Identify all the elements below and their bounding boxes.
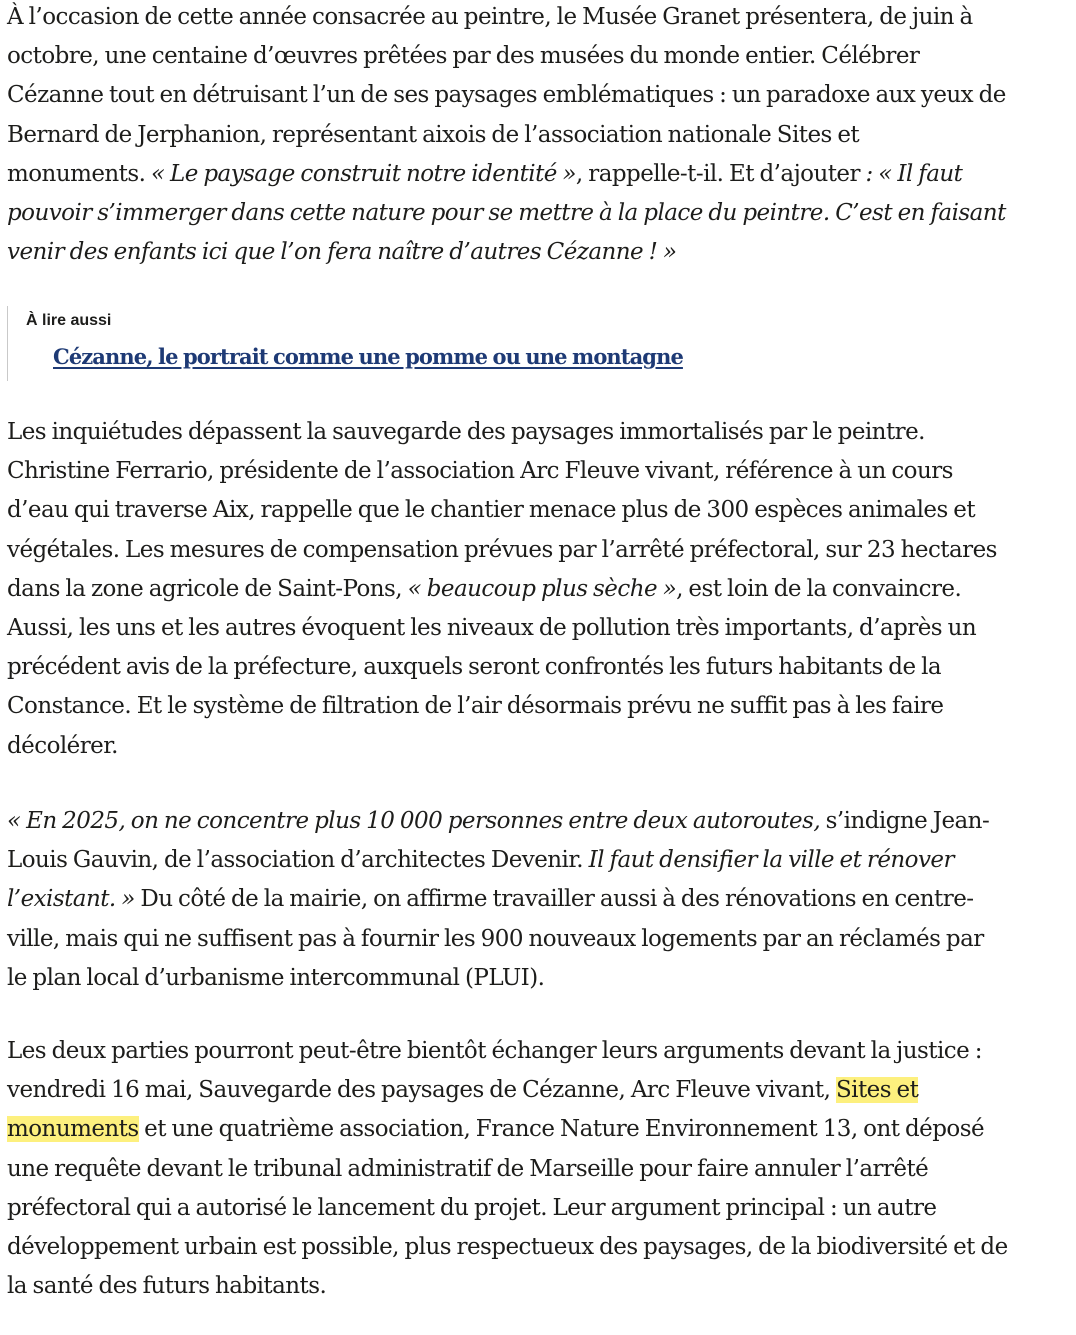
paragraph-4	[7, 1032, 1073, 1306]
text-run: , est loin de la convaincre.	[676, 575, 962, 602]
read-also-link[interactable]: Cézanne, le portrait comme une pomme ou une montagne	[53, 344, 683, 369]
text-line	[7, 687, 1073, 726]
paragraph-3	[7, 802, 1073, 998]
text-run: ville, mais qui ne suffisent pas à fournir les 900 nouveaux logements par an réclamés par	[7, 925, 984, 952]
text-line	[7, 648, 1073, 687]
text-run: une requête devant le tribunal administratif de Marseille pour faire annuler l’arrêté	[7, 1155, 929, 1182]
text-line	[7, 1150, 1073, 1189]
text-line	[7, 155, 1073, 194]
paragraph-2	[7, 413, 1073, 766]
text-run: et une quatrième association, France Nature Environnement 13, ont déposé	[138, 1116, 985, 1143]
text-run: vendredi 16 mai, Sauvegarde des paysages de Cézanne, Arc Fleuve vivant,	[7, 1077, 836, 1104]
text-run: monuments.	[7, 160, 151, 187]
text-line	[7, 37, 1073, 76]
read-also-box	[7, 306, 908, 381]
italic-quote: « beaucoup plus sèche »	[407, 575, 677, 602]
text-line	[7, 194, 1073, 233]
text-line	[7, 609, 1073, 648]
text-line	[7, 413, 1073, 452]
text-run: précédent avis de la préfecture, auxquels seront confrontés les futurs habitants de la	[7, 654, 942, 681]
text-run: d’eau qui traverse Aix, rappelle que le chantier menace plus de 300 espèces animales et	[7, 497, 976, 524]
text-run: Les inquiétudes dépassent la sauvegarde des paysages immortalisés par le peintre.	[7, 419, 925, 445]
text-line	[7, 570, 1073, 609]
italic-quote: Il faut densifier la ville et rénover	[588, 847, 954, 874]
text-line	[7, 920, 1073, 959]
text-line	[7, 1189, 1073, 1228]
text-run: , rappelle-t-il. Et d’ajouter	[575, 160, 866, 187]
text-run: À l’occasion de cette année consacrée au peintre, le Musée Granet présentera, de juin à	[7, 4, 973, 30]
italic-quote: l’existant. »	[7, 886, 135, 913]
text-run: Du côté de la mairie, on affirme travailler aussi à des rénovations en centre-	[134, 886, 974, 913]
text-run: Bernard de Jerphanion, représentant aixois de l’association nationale Sites et	[7, 121, 860, 148]
text-run: Constance. Et le système de filtration de l’air désormais prévu ne suffit pas à les faire	[7, 693, 944, 720]
read-also-label: À lire aussi	[26, 312, 112, 329]
text-line	[7, 727, 1073, 766]
italic-quote: venir des enfants ici que l’on fera naître d’autres Cézanne ! »	[7, 239, 677, 266]
text-line	[7, 491, 1073, 530]
text-run: le plan local d’urbanisme intercommunal (PLUI).	[7, 964, 545, 991]
text-run: Cézanne tout en détruisant l’un de ses paysages emblématiques : un paradoxe aux yeux de	[7, 82, 1006, 109]
italic-quote: pouvoir s’immerger dans cette nature pour se mettre à la place du peintre. C’est en faisant	[7, 200, 1006, 227]
text-line	[7, 841, 1073, 880]
text-line	[7, 0, 1073, 37]
text-run: Christine Ferrario, présidente de l’association Arc Fleuve vivant, référence à un cours	[7, 458, 953, 485]
text-line	[7, 802, 1073, 841]
text-line	[7, 1071, 1073, 1110]
italic-quote: « Le paysage construit notre identité »	[150, 160, 576, 187]
text-line	[7, 76, 1073, 115]
text-line	[7, 531, 1073, 570]
text-run: la santé des futurs habitants.	[7, 1273, 327, 1300]
text-run: Louis Gauvin, de l’association d’architectes Devenir.	[7, 847, 589, 874]
text-run: dans la zone agricole de Saint-Pons,	[7, 575, 408, 602]
text-line	[7, 452, 1073, 491]
italic-quote: : « Il faut	[865, 160, 963, 187]
highlighted-text: monuments	[7, 1116, 139, 1143]
text-line	[7, 880, 1073, 919]
text-run: s’indigne Jean-	[820, 808, 990, 834]
paragraph-1	[7, 0, 1073, 272]
italic-quote: « En 2025, on ne concentre plus 10 000 personnes entre deux autoroutes,	[7, 808, 821, 834]
text-run: Aussi, les uns et les autres évoquent les niveaux de pollution très importants, d’après un	[7, 615, 977, 642]
text-line	[7, 1267, 1073, 1306]
highlighted-text: Sites et	[835, 1077, 919, 1104]
text-line	[7, 1032, 1073, 1071]
text-line	[7, 959, 1073, 998]
text-run: octobre, une centaine d’œuvres prêtées par des musées du monde entier. Célébrer	[7, 43, 920, 70]
text-run: développement urbain est possible, plus respectueux des paysages, de la biodiversité et de	[7, 1234, 1008, 1261]
text-run: préfectoral qui a autorisé le lancement du projet. Leur argument principal : un autre	[7, 1194, 937, 1221]
text-run: Les deux parties pourront peut-être bientôt échanger leurs arguments devant la justice :	[7, 1038, 982, 1064]
text-run: décolérer.	[7, 732, 118, 759]
text-run: végétales. Les mesures de compensation prévues par l’arrêté préfectoral, sur 23 hectares	[7, 536, 997, 563]
text-line	[7, 233, 1073, 272]
text-line	[7, 1228, 1073, 1267]
text-line	[7, 116, 1073, 155]
text-line	[7, 1110, 1073, 1149]
